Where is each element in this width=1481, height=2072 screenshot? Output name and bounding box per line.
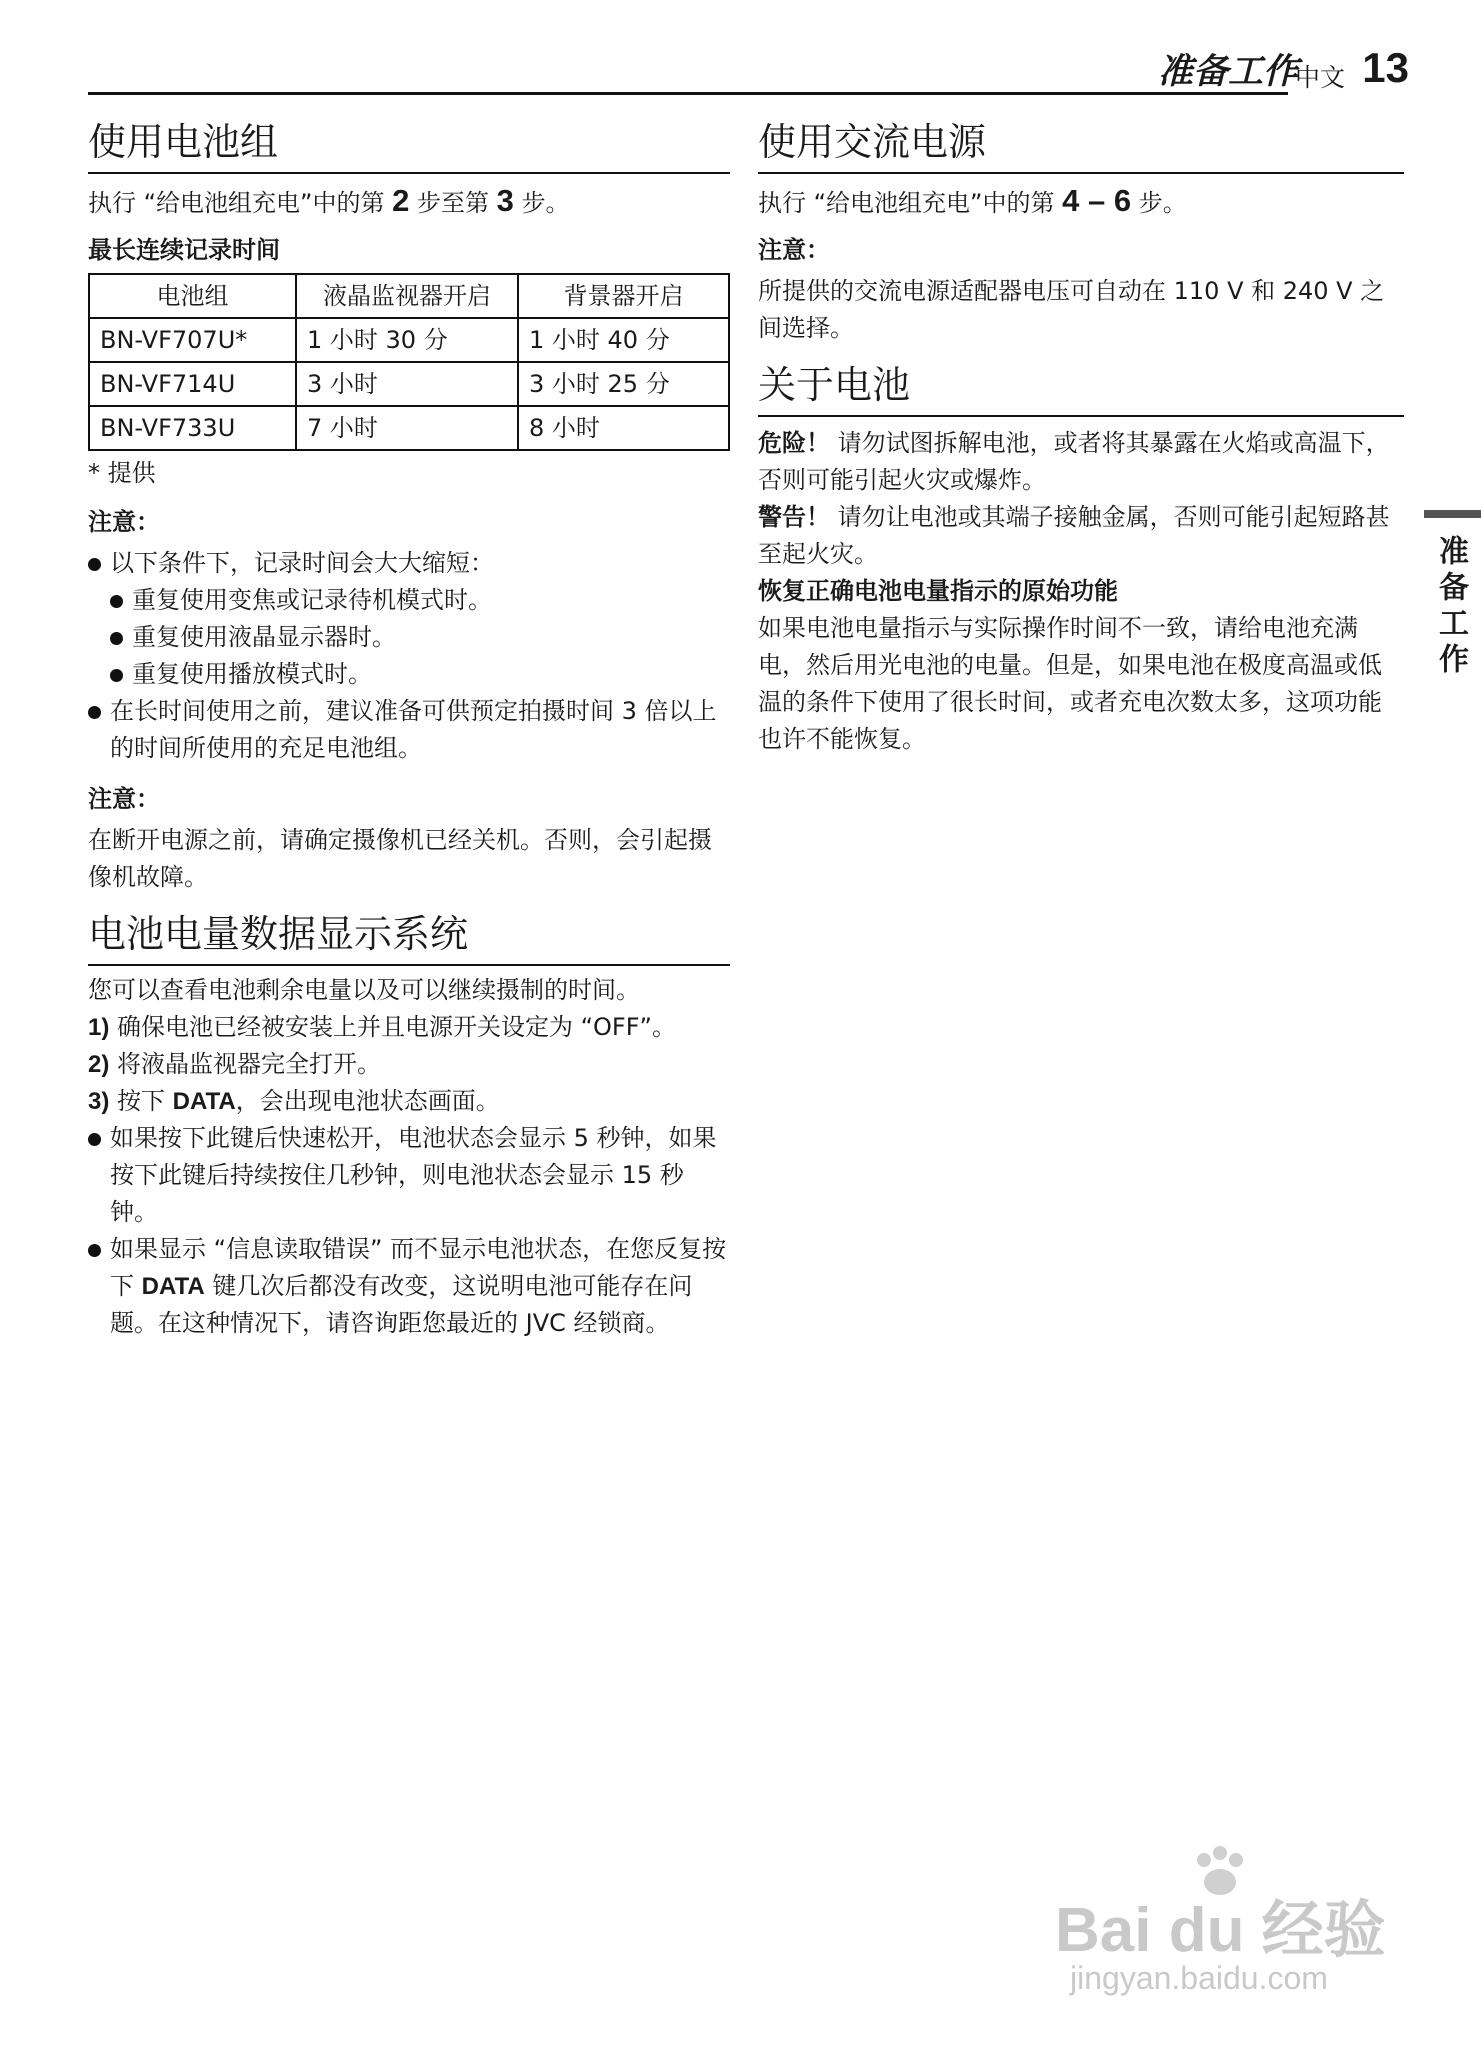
- data-key-label: DATA: [172, 1088, 236, 1115]
- bullet-icon: [88, 1133, 101, 1146]
- list-item-text: 如果显示 “信息读取错误” 而不显示电池状态，在您反复按下: [110, 1235, 727, 1300]
- table-cell: 1 小时 30 分: [296, 318, 518, 362]
- table-cell: 7 小时: [296, 406, 518, 450]
- step-number: 3: [496, 183, 514, 218]
- list-item-text: 重复使用播放模式时。: [132, 660, 372, 688]
- step-number: 2): [88, 1051, 110, 1078]
- note-title: 注意：: [88, 785, 160, 813]
- warning-paragraph: [758, 499, 1404, 573]
- list-item-text: 以下条件下，记录时间会大大缩短：: [110, 549, 494, 577]
- left-column: [88, 118, 730, 1342]
- step-item: [88, 1009, 730, 1046]
- table-header-cell: 背景器开启: [518, 274, 729, 318]
- running-header-language: 中文: [1294, 63, 1345, 92]
- bullet-icon: [88, 558, 101, 571]
- intro-text: 执行 “给电池组充电”中的第: [758, 189, 1055, 217]
- table-row: [89, 362, 729, 406]
- step-text: 按下: [116, 1087, 165, 1115]
- side-tab-marker: [1424, 510, 1481, 518]
- intro-text: 步。: [521, 189, 570, 217]
- battery-use-intro: [88, 182, 730, 222]
- side-tab-label: 准备工作: [1433, 535, 1468, 679]
- note-text: 所提供的交流电源适配器电压可自动在 110 V 和 240 V 之间选择。: [758, 277, 1385, 342]
- step-text: 将液晶监视器完全打开。: [116, 1050, 381, 1078]
- bullet-icon: [88, 1244, 101, 1257]
- table-row: [89, 318, 729, 362]
- table-cell: BN-VF714U: [89, 362, 296, 406]
- step-item: [88, 1046, 730, 1083]
- danger-text: 请勿试图拆解电池，或者将其暴露在火焰或高温下，否则可能引起火灾或爆炸。: [758, 429, 1390, 494]
- step-number: 4 – 6: [1062, 183, 1132, 218]
- intro-text: 步至第: [417, 189, 490, 217]
- note-title: 注意：: [758, 236, 830, 264]
- list-item: [88, 693, 730, 767]
- table-cell: 8 小时: [518, 406, 729, 450]
- list-item: [88, 1231, 730, 1342]
- table-header-row: [89, 274, 729, 318]
- table-cell: BN-VF733U: [89, 406, 296, 450]
- recording-time-table: [88, 273, 730, 451]
- warning-text: 请勿让电池或其端子接触金属，否则可能引起短路甚至起火灾。: [758, 503, 1390, 568]
- restore-title: 恢复正确电池电量指示的原始功能: [758, 577, 1118, 605]
- ac-power-intro: [758, 182, 1404, 222]
- section-title-about-battery: 关于电池: [758, 361, 1404, 417]
- restore-text: 如果电池电量指示与实际操作时间不一致，请给电池充满电，然后用光电池的电量。但是，如果电池在极度高温或低温的条件下使用了很长时间，或者充电次数太多，这项功能也许不能恢复。: [758, 614, 1382, 753]
- step-number: 3): [88, 1088, 110, 1115]
- table-header-cell: 电池组: [89, 274, 296, 318]
- note-text: 在断开电源之前，请确定摄像机已经关机。否则，会引起摄像机故障。: [88, 826, 712, 891]
- list-item-text: 键几次后都没有改变，这说明电池可能存在问题。在这种情况下，请咨询距您最近的 JVC 经锁商。: [110, 1272, 693, 1337]
- list-item: [88, 1120, 730, 1231]
- list-item: [88, 545, 730, 582]
- step-text: ，会出现电池状态画面。: [235, 1087, 500, 1115]
- bullet-icon: [110, 669, 123, 682]
- header-rule: [88, 92, 1288, 95]
- intro-text: 步。: [1138, 189, 1187, 217]
- table-cell: 3 小时: [296, 362, 518, 406]
- table-row: [89, 406, 729, 450]
- intro-text: 执行 “给电池组充电”中的第: [88, 189, 385, 217]
- data-key-label: DATA: [141, 1273, 205, 1300]
- bullet-icon: [88, 706, 101, 719]
- list-item: [88, 656, 730, 693]
- section-title-battery-use: 使用电池组: [88, 118, 730, 174]
- step-number: 1): [88, 1014, 110, 1041]
- running-header-title: 准备工作: [1157, 52, 1298, 92]
- list-item-text: 如果按下此键后快速松开，电池状态会显示 5 秒钟，如果按下此键后持续按住几秒钟，则电池状态会显示 15 秒钟。: [110, 1124, 717, 1226]
- right-column: [758, 118, 1404, 758]
- note-title: 注意：: [88, 508, 160, 536]
- section-title-ac-power: 使用交流电源: [758, 118, 1404, 174]
- section-title-battery-info: 电池电量数据显示系统: [88, 910, 730, 966]
- table-cell: BN-VF707U*: [89, 318, 296, 362]
- list-item-text: 重复使用变焦或记录待机模式时。: [132, 586, 492, 614]
- table-header-cell: 液晶监视器开启: [296, 274, 518, 318]
- battery-info-intro: 您可以查看电池剩余电量以及可以继续摄制的时间。: [88, 976, 640, 1004]
- table-title: 最长连续记录时间: [88, 236, 280, 264]
- list-item-text: 在长时间使用之前，建议准备可供预定拍摄时间 3 倍以上的时间所使用的充足电池组。: [110, 697, 717, 762]
- danger-paragraph: [758, 425, 1404, 499]
- step-number: 2: [392, 183, 410, 218]
- bullet-icon: [110, 632, 123, 645]
- table-footnote: * 提供: [88, 459, 156, 487]
- list-item-text: 重复使用液晶显示器时。: [132, 623, 396, 651]
- warning-label: 警告！: [758, 503, 830, 531]
- watermark-url: jingyan.baidu.com: [1070, 1960, 1328, 1996]
- step-item: [88, 1083, 730, 1120]
- page-number: 13: [1362, 44, 1409, 91]
- step-text: 确保电池已经被安装上并且电源开关设定为 “OFF”。: [116, 1013, 676, 1041]
- bullet-icon: [110, 595, 123, 608]
- danger-label: 危险！: [758, 429, 830, 457]
- list-item: [88, 619, 730, 656]
- table-cell: 3 小时 25 分: [518, 362, 729, 406]
- list-item: [88, 582, 730, 619]
- table-cell: 1 小时 40 分: [518, 318, 729, 362]
- watermark-brand: Bai du 经验: [1055, 1896, 1386, 1965]
